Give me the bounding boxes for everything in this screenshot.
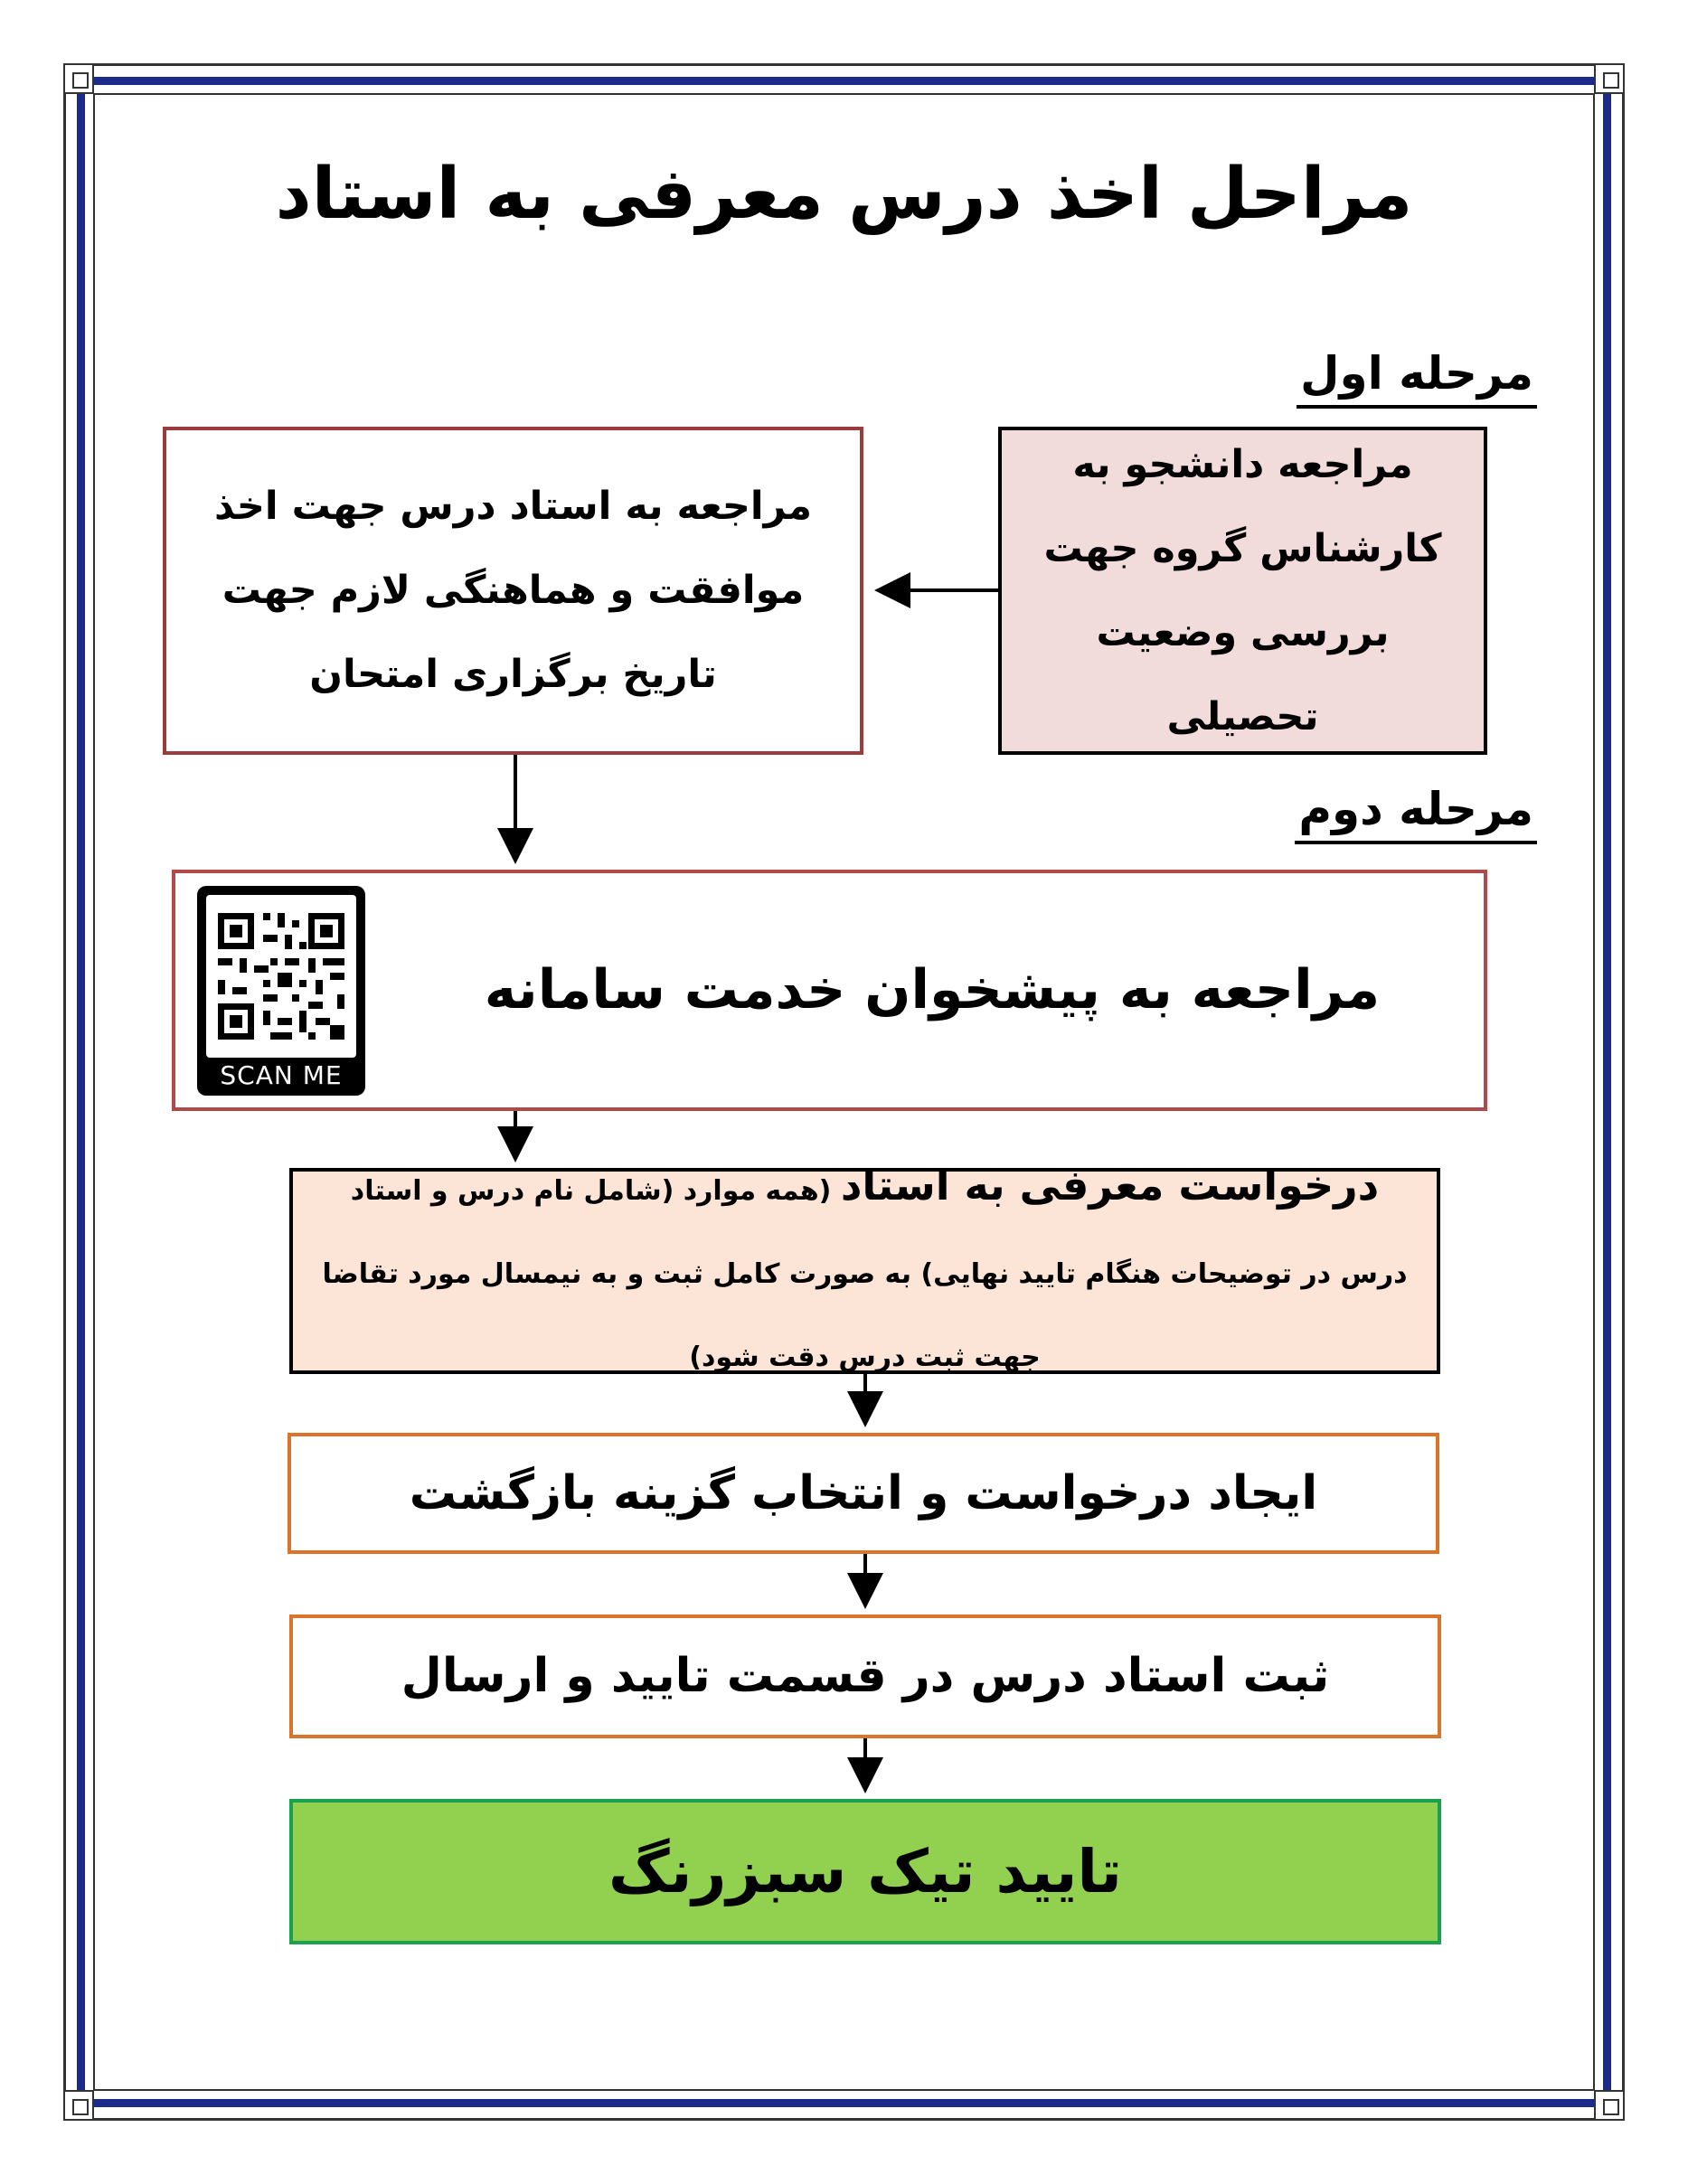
step-create-request-text: ایجاد درخواست و انتخاب گزینه بازگشت [409,1466,1318,1520]
qr-code [197,886,365,1096]
page-title: مراحل اخذ درس معرفی به استاد [275,154,1413,235]
frame-corner-top-left [63,63,94,94]
frame-corner-bottom-right [1594,2090,1625,2121]
step-request-intro-text [320,1144,1410,1399]
step-refer-expert [998,427,1487,755]
step-golestan-service-text: مراجعه به پیشخوان خدمت سامانه [484,958,1381,1021]
step-refer-expert-text: مراجعه دانشجو به کارشناس گروه جهت بررسی وضعیت تحصیلی [1043,441,1442,739]
qr-scan-caption: SCAN ME [220,1060,343,1090]
step-green-tick [289,1799,1441,1944]
step-request-intro-main: درخواست معرفی به استاد [840,1160,1380,1210]
step-request-intro [289,1160,1440,1374]
qr-code-icon [206,895,356,1058]
step-refer-professor-text: مراجعه به استاد درس جهت اخذ موافقت و هماهنگی لازم جهت تاریخ برگزاری امتحان [214,484,812,697]
step-green-tick-text: تایید تیک سبزرنگ [608,1837,1122,1906]
step-golestan-service [172,870,1487,1111]
stage-label-second: مرحله دوم [1295,777,1537,844]
step-register-professor-text: ثبت استاد درس در قسمت تایید و ارسال [401,1649,1330,1703]
step-request-intro-note: (همه موارد (شامل نام درس و استاد درس در توضیحات هنگام تایید نهایی) به صورت کامل ثبت و به نیمسال مورد تقاضا جهت ثبت درس دقت شود) [322,1174,1408,1373]
step-refer-professor [163,427,863,755]
frame-corner-top-right [1594,63,1625,94]
stage-label-first: مرحله اول [1297,342,1537,409]
frame-corner-bottom-left [63,2090,94,2121]
step-register-professor [289,1614,1441,1738]
step-create-request [288,1433,1439,1554]
